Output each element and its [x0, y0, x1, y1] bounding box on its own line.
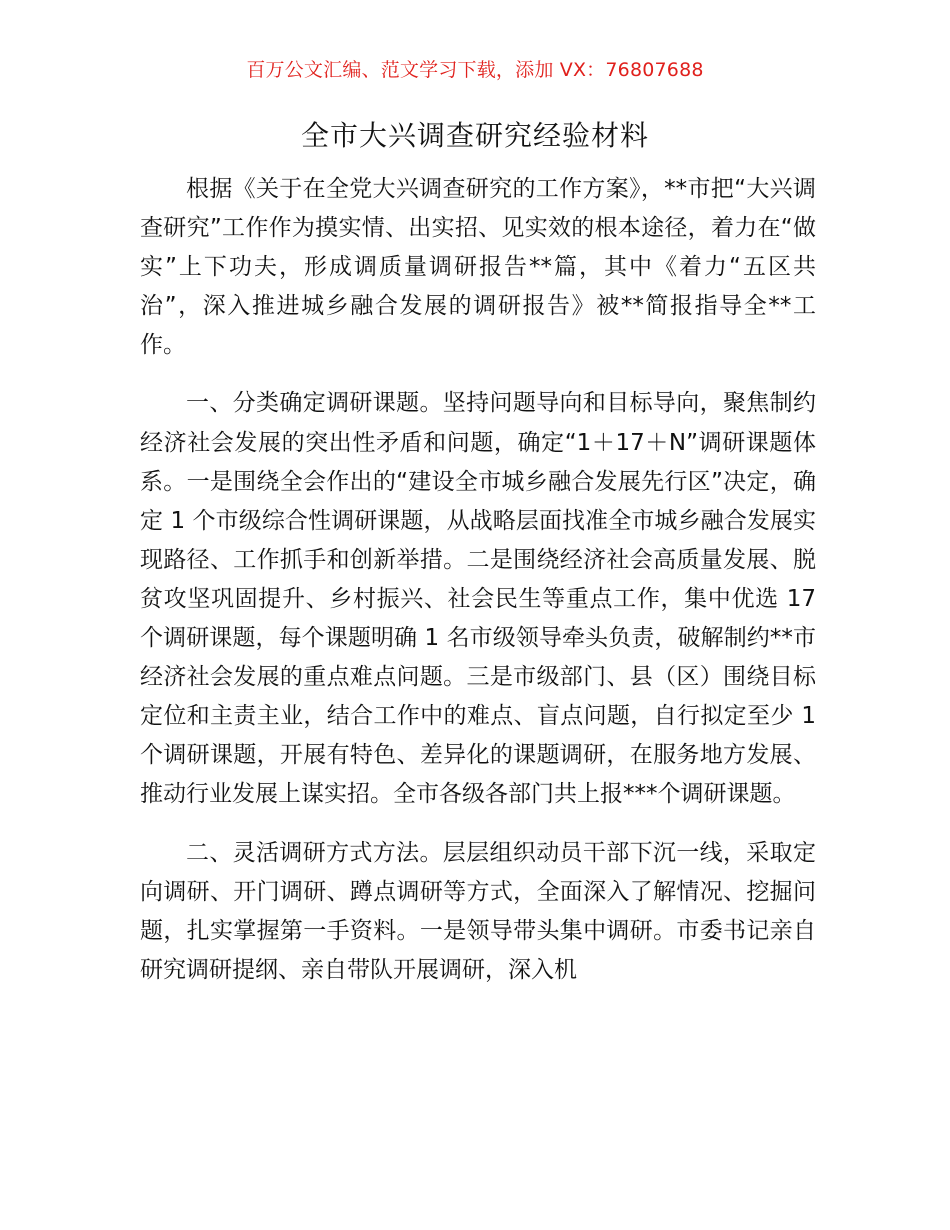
paragraph-section-2: 二、灵活调研方式方法。层层组织动员干部下沉一线，采取定向调研、开门调研、蹲点调研等方式，全面深入了解情况、挖掘问题，扎实掌握第一手资料。一是领导带头集中调研。市委书记亲自研究调研提纲、亲自带队开展调研，深入机: [140, 839, 816, 983]
document-body: [140, 170, 816, 1009]
paragraph-intro: 根据《关于在全党大兴调查研究的工作方案》，**市把“大兴调查研究”工作作为摸实情、出实招、见实效的根本途径，着力在“做实”上下功夫，形成调质量调研报告**篇，其中《着力“五区共治”，深入推进城乡融合发展的调研报告》被**简报指导全**工作。: [140, 176, 816, 359]
header-promo-note: 百万公文汇编、范文学习下载，添加 VX：76807688: [246, 59, 704, 81]
paragraph-section-1: 一、分类确定调研课题。坚持问题导向和目标导向，聚焦制约经济社会发展的突出性矛盾和问题，确定“1＋17＋N”调研课题体系。一是围绕全会作出的“建设全市城乡融合发展先行区”决定，确定 1 个市级综合性调研课题，从战略层面找准全市城乡融合发展实现路径、工作抓手和创新举措。二是围绕经济社会高质量发展、脱贫攻坚巩固提升、乡村振兴、社会民生等重点工作，集中优选 17 个调研课题，每个课题明确 1 名市级领导牵头负责，破解制约**市经济社会发展的重点难点问题。三是市级部门、县（区）围绕目标定位和主责主业，结合工作中的难点、盲点问题，自行拟定至少 1 个调研课题，开展有特色、差异化的课题调研，在服务地方发展、推动行业发展上谋实招。全市各级各部门共上报***个调研课题。: [140, 390, 816, 808]
document-title: 全市大兴调查研究经验材料: [300, 119, 649, 152]
